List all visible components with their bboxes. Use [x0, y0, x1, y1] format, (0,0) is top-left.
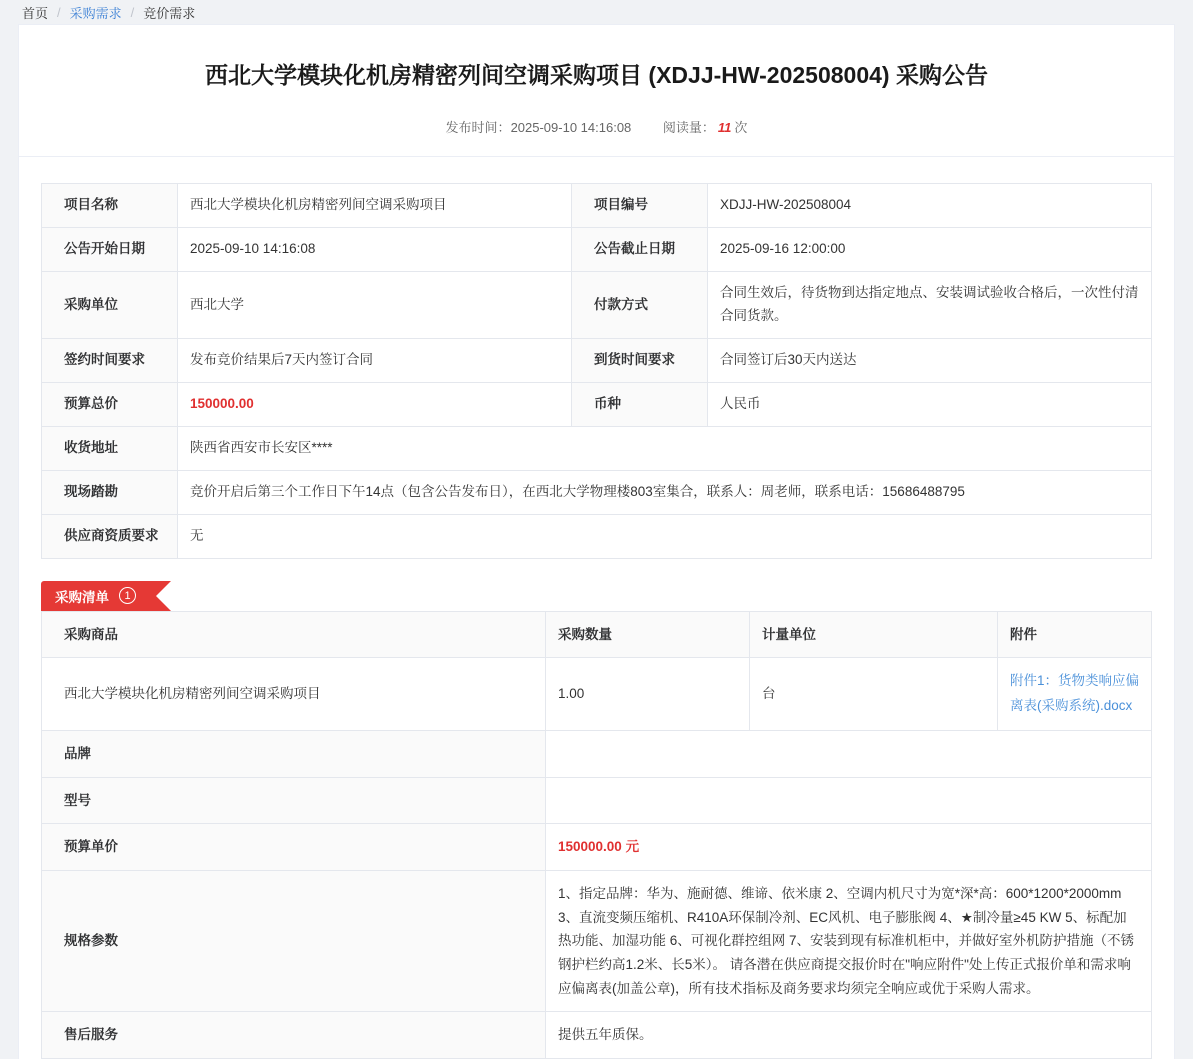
value-after-sales: 提供五年质保。 [546, 1012, 1152, 1059]
table-row [42, 184, 1152, 228]
table-row [42, 824, 1152, 871]
table-row [42, 228, 1152, 272]
value-delivery-time: 合同签订后30天内送达 [708, 338, 1152, 382]
read-count-label: 阅读量： [662, 120, 715, 136]
breadcrumb [0, 0, 1193, 24]
title-block [19, 25, 1174, 157]
label-sign-time: 签约时间要求 [42, 338, 178, 382]
page-title: 西北大学模块化机房精密列间空调采购项目 (XDJJ-HW-202508004) 采购公告 [205, 62, 988, 88]
label-delivery-time: 到货时间要求 [572, 338, 708, 382]
purchase-list-ribbon [41, 581, 156, 611]
value-project-name: 西北大学模块化机房精密列间空调采购项目 [178, 184, 572, 228]
announcement-meta [59, 117, 1134, 136]
purchase-list-table [41, 611, 1152, 1059]
table-row [42, 871, 1152, 1012]
label-budget-unit-price: 预算单价 [42, 824, 546, 871]
label-end-date: 公告截止日期 [572, 228, 708, 272]
value-receive-address: 陕西省西安市长安区**** [178, 426, 1152, 470]
project-info-table [41, 183, 1152, 558]
purchase-list-label: 采购清单 [55, 589, 109, 605]
label-purchase-unit: 采购单位 [42, 272, 178, 339]
label-supplier-qualification: 供应商资质要求 [42, 514, 178, 558]
value-end-date: 2025-09-16 12:00:00 [708, 228, 1152, 272]
read-count-value: 11 [717, 120, 732, 136]
read-count-block [663, 120, 748, 135]
column-quantity: 采购数量 [546, 611, 750, 658]
label-start-date: 公告开始日期 [42, 228, 178, 272]
value-supplier-qualification: 无 [178, 514, 1152, 558]
breadcrumb-item-bidding-demand[interactable]: 竞价需求 [143, 5, 196, 21]
label-after-sales: 售后服务 [42, 1012, 546, 1059]
value-purchase-unit: 西北大学 [178, 272, 572, 339]
value-brand [546, 731, 1152, 778]
publish-time [446, 120, 635, 135]
table-header-row [42, 611, 1152, 658]
value-spec-params: 1、指定品牌：华为、施耐德、维谛、依米康 2、空调内机尺寸为宽*深*高：600*1200*2000mm 3、直流变频压缩机、R410A环保制冷剂、EC风机、电子膨胀阀 4、★制冷量≥45 KW 5、标配加热功能、加湿功能 6、可视化群控组网 7、安装到现有标准机柜中，并做好室外机防护措施（不锈钢护栏约高1.2米、长5米）。 请各潜在供应商提交报价时在"响应附件"处上传正式报价单和需求响应偏离表(加盖公章)，所有技术指标及商务要求均须完全响应或优于采购人需求。 [546, 871, 1152, 1012]
table-row [42, 470, 1152, 514]
column-unit: 计量单位 [750, 611, 998, 658]
publish-time-label: 发布时间： [445, 120, 511, 136]
table-row [42, 777, 1152, 824]
purchase-list-count: 1 [119, 587, 136, 604]
value-model [546, 777, 1152, 824]
label-budget-total: 预算总价 [42, 382, 178, 426]
label-model: 型号 [42, 777, 546, 824]
column-attachment: 附件 [998, 611, 1152, 658]
table-row [42, 514, 1152, 558]
value-budget-total: 150000.00 [178, 382, 572, 426]
table-row [42, 426, 1152, 470]
label-payment-method: 付款方式 [572, 272, 708, 339]
value-payment-method: 合同生效后，待货物到达指定地点、安装调试验收合格后，一次性付清合同货款。 [708, 272, 1152, 339]
table-row [42, 272, 1152, 339]
value-currency: 人民币 [708, 382, 1152, 426]
breadcrumb-item-home[interactable]: 首页 [22, 5, 49, 21]
table-row [42, 731, 1152, 778]
announcement-page [18, 24, 1175, 1059]
label-spec-params: 规格参数 [42, 871, 546, 1012]
goods-quantity-value: 1.00 [546, 658, 750, 731]
table-row [42, 658, 1152, 731]
label-receive-address: 收货地址 [42, 426, 178, 470]
attachment-link[interactable]: 附件1：货物类响应偏离表(采购系统).docx [1010, 673, 1140, 714]
table-row [42, 338, 1152, 382]
label-site-survey: 现场踏勘 [42, 470, 178, 514]
breadcrumb-separator: / [130, 4, 135, 20]
label-brand: 品牌 [42, 731, 546, 778]
purchase-list-header [41, 581, 1152, 611]
breadcrumb-separator: / [57, 4, 61, 20]
label-currency: 币种 [572, 382, 708, 426]
value-budget-unit-price: 150000.00 元 [546, 824, 1152, 871]
label-project-name: 项目名称 [42, 184, 178, 228]
label-project-code: 项目编号 [572, 184, 708, 228]
info-wrap [19, 157, 1174, 1059]
goods-unit-value: 台 [750, 658, 998, 731]
goods-name-value: 西北大学模块化机房精密列间空调采购项目 [42, 658, 546, 731]
column-goods-name: 采购商品 [42, 611, 546, 658]
value-site-survey: 竞价开启后第三个工作日下午14点（包含公告发布日），在西北大学物理楼803室集合，联系人：周老师，联系电话：15686488795 [178, 470, 1152, 514]
breadcrumb-item-procurement-demand[interactable]: 采购需求 [69, 5, 122, 21]
table-row [42, 1012, 1152, 1059]
read-count-unit: 次 [734, 120, 748, 136]
table-row [42, 382, 1152, 426]
value-project-code: XDJJ-HW-202508004 [708, 184, 1152, 228]
value-start-date: 2025-09-10 14:16:08 [178, 228, 572, 272]
publish-time-value: 2025-09-10 14:16:08 [510, 120, 632, 136]
value-sign-time: 发布竞价结果后7天内签订合同 [178, 338, 572, 382]
